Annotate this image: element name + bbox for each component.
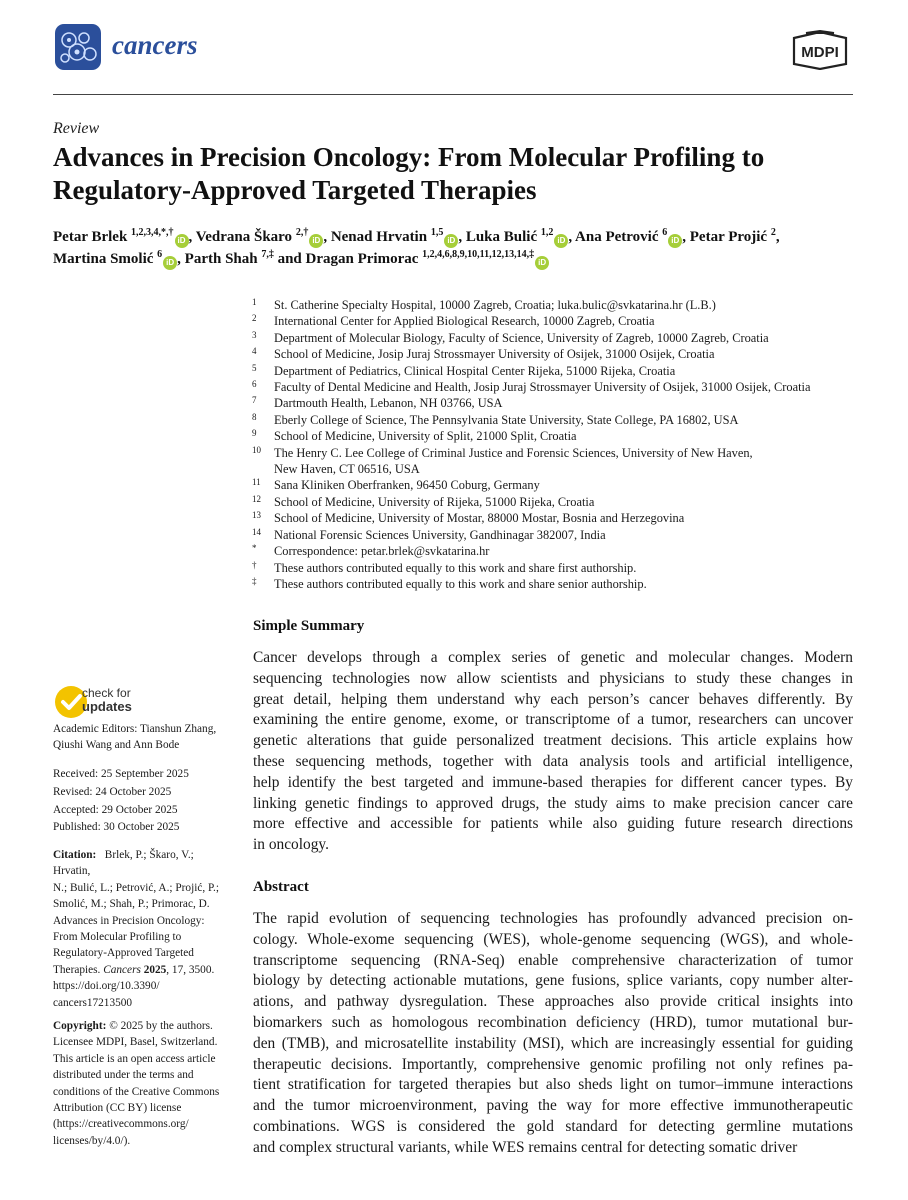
affiliation-text: The Henry C. Lee College of Criminal Justice and Forensic Sciences, University of New Haven, [274, 445, 753, 460]
simple-summary-body [253, 648, 853, 856]
affiliation-item [252, 494, 872, 510]
affiliation-mark: 5 [252, 362, 257, 373]
simple-summary-heading: Simple Summary [253, 618, 365, 634]
citation-year: 2025 [143, 963, 167, 976]
orcid-icon[interactable]: iD [668, 234, 682, 248]
author-affil-sup: 1,5 [430, 227, 444, 238]
affiliation-item [252, 560, 872, 576]
text-line: den (TMB), and microsatellite instability (MSI), which are increasingly essential for guiding [253, 1034, 853, 1052]
copyright-line: This article is an open access article [53, 1052, 216, 1065]
published-date: Published: 30 October 2025 [53, 821, 180, 834]
affiliation-text: New Haven, CT 06516, USA [274, 462, 420, 477]
copyright-line: distributed under the terms and [53, 1069, 194, 1082]
affiliation-mark: 10 [252, 444, 261, 455]
author-affil-sup: 6 [157, 249, 163, 260]
affiliation-text: These authors contributed equally to this work and share first authorship. [274, 560, 637, 575]
journal-name[interactable]: cancers [112, 30, 198, 60]
affiliation-mark: 12 [252, 493, 261, 504]
text-line: The rapid evolution of sequencing technologies has profoundly advanced precision on- [253, 910, 853, 927]
check-updates-line2: updates [82, 699, 132, 714]
text-line: transcriptome sequencing (RNA-Seq) enable comprehensive characterization of tumor [253, 951, 853, 969]
author-name[interactable]: Petar Projić [689, 229, 768, 245]
orcid-icon[interactable]: iD [163, 256, 177, 270]
affiliation-text: St. Catherine Specialty Hospital, 10000 Zagreb, Croatia; luka.bulic@svkatarina.hr (L.B.) [274, 298, 716, 312]
orcid-icon[interactable]: iD [554, 234, 568, 248]
text-line: great detail, helping them understand why each person’s cancer behaves differently. By [253, 690, 853, 708]
citation-label: Citation: [53, 849, 97, 861]
publisher-name: MDPI [801, 44, 839, 61]
license-link[interactable]: (https://creativecommons.org/ [53, 1118, 189, 1131]
text-line: cology. Whole-exome sequencing (WES), whole-genome sequencing (WGS), and whole- [253, 930, 853, 948]
author-name[interactable]: Dragan Primorac [305, 251, 419, 267]
affiliation-item [252, 363, 872, 379]
affiliation-text: School of Medicine, University of Mostar, 88000 Mostar, Bosnia and Herzegovina [274, 511, 685, 526]
affiliation-item [252, 412, 872, 428]
author-name[interactable]: Ana Petrović [575, 229, 659, 245]
academic-editors [53, 722, 233, 753]
affiliation-item [252, 461, 872, 477]
check-for-updates-button[interactable] [53, 684, 173, 720]
author-name[interactable]: Luka Bulić [465, 229, 538, 245]
text-line: linking genetic findings to approved drugs, the study aims to make precision cancer care [253, 794, 853, 812]
affiliation-item [252, 297, 872, 313]
text-line: tient stratification for targeted therapies but also sheds light on tumor–immune interactions [253, 1076, 853, 1094]
author-affil-sup: 1,2,4,6,8,9,10,11,12,13,14,‡ [422, 249, 535, 260]
affiliation-item [252, 527, 872, 543]
text-line: therapeutic decisions. Importantly, comprehensive genomic profiling not only refines pa- [253, 1055, 853, 1073]
affiliation-item [252, 330, 872, 346]
affiliation-item [252, 477, 872, 493]
article-type: Review [53, 120, 100, 137]
orcid-icon[interactable]: iD [175, 234, 189, 248]
text-line: examining the entire genome, exome, or transcriptome of a tumor, researchers can uncover [253, 711, 853, 729]
author-affil-sup: 7,‡ [261, 249, 274, 260]
editors-label: Academic Editors: [53, 723, 138, 735]
citation-block [53, 847, 233, 1011]
affiliation-item [252, 395, 872, 411]
citation-tail: Therapies. [53, 963, 101, 976]
text-line: biology by detecting actionable mutations, gene fusions, splice variants, copy number alter- [253, 972, 853, 990]
citation-line: N.; Bulić, L.; Petrović, A.; Projić, P.; [53, 881, 219, 894]
affiliation-text: Correspondence: petar.brlek@svkatarina.hr [274, 544, 490, 559]
affiliation-text: International Center for Applied Biological Research, 10000 Zagreb, Croatia [274, 314, 655, 329]
revised-date: Revised: 24 October 2025 [53, 785, 172, 798]
citation-doi[interactable]: cancers17213500 [53, 996, 133, 1009]
text-line: and complex structural variants, while WES remains central for detecting somatic driver [253, 1138, 798, 1156]
authors-and: and [277, 251, 302, 267]
editors-line2: Qiushi Wang and Ann Bode [53, 738, 180, 751]
text-line: ations, and pathway dysregulation. These approaches also provide critical insights into [253, 993, 853, 1011]
affiliation-mark: 13 [252, 510, 261, 521]
affiliation-text: Dartmouth Health, Lebanon, NH 03766, USA [274, 396, 503, 411]
author-affil-sup: 6 [662, 227, 668, 238]
affiliation-text: School of Medicine, University of Rijeka, 51000 Rijeka, Croatia [274, 494, 595, 509]
title-line-2: Regulatory-Approved Targeted Therapies [53, 175, 537, 205]
accepted-date: Accepted: 29 October 2025 [53, 803, 178, 816]
citation-line: From Molecular Profiling to [53, 931, 182, 944]
affiliations-list [252, 297, 872, 592]
affiliation-mark: 8 [252, 411, 257, 422]
author-list-line-2: Martina Smolić $^6$iD , Parth Shah $^{7,\ddagger}$ and Dragan Primorac $^{1,2,4,6,8,9,10,11,12,13,14,\ddagger}$iD [53, 244, 873, 270]
text-line: help identify the best targeted and immune-based therapies for different cancer types. By [253, 773, 853, 791]
author-affil-sup: 2,† [295, 227, 309, 238]
publisher-logo[interactable] [788, 30, 852, 70]
copyright-first: © 2025 by the authors. [109, 1020, 213, 1032]
author-name[interactable]: Nenad Hrvatin [330, 229, 428, 245]
dates-block [53, 766, 233, 837]
affiliation-item [252, 510, 872, 526]
copyright-label: Copyright: [53, 1020, 107, 1032]
orcid-icon[interactable]: iD [309, 234, 323, 248]
text-line: and the tumor microenvironment, paving the way for more effective immunotherapeutic [253, 1097, 853, 1115]
text-line: in oncology. [253, 836, 329, 854]
affiliation-mark: 6 [252, 379, 257, 390]
text-line: genetic alterations that guide personalized treatment decisions. This article explains how [253, 732, 853, 750]
citation-volume: , 17, 3500. [166, 963, 215, 976]
article-title [53, 141, 873, 207]
header-divider [53, 94, 853, 95]
affiliation-item [252, 428, 872, 444]
affiliation-text: School of Medicine, Josip Juraj Strossmayer University of Osijek, 31000 Osijek, Croatia [274, 347, 715, 362]
affiliation-text: These authors contributed equally to this work and share senior authorship. [274, 576, 647, 591]
abstract-body [253, 909, 853, 1159]
affiliation-text: Sana Kliniken Oberfranken, 96450 Coburg, Germany [274, 478, 540, 493]
orcid-icon[interactable]: iD [535, 256, 549, 270]
affiliation-mark: 7 [252, 395, 257, 406]
affiliation-item [252, 576, 872, 592]
citation-line: Brlek, P.; Škaro, V.; Hrvatin, [53, 849, 194, 878]
author-affil-sup: 1,2 [540, 227, 554, 238]
affiliation-item [252, 445, 872, 461]
mdpi-logo-icon [788, 30, 852, 70]
citation-line: Advances in Precision Oncology: [53, 914, 205, 927]
affiliation-mark: † [252, 559, 257, 570]
citation-line: Regulatory-Approved Targeted [53, 947, 194, 960]
text-line: biomarkers such as homologous recombination deficiency (HRD), tumor mutational bur- [253, 1013, 853, 1031]
author-name[interactable]: Vedrana Škaro [195, 229, 293, 245]
orcid-icon[interactable]: iD [444, 234, 458, 248]
text-line: these sequencing methods, together with data analysis tools and artificial intelligence, [253, 752, 853, 770]
text-line: more effective and accessible for patients while also guiding future research directions [253, 815, 853, 833]
affiliation-text: School of Medicine, University of Split, 21000 Split, Croatia [274, 429, 577, 444]
editors-line1: Tianshun Zhang, [140, 723, 217, 735]
copyright-line: Attribution (CC BY) license [53, 1102, 182, 1115]
affiliation-text: Faculty of Dental Medicine and Health, Josip Juraj Strossmayer University of Osijek, 31000 Osijek, Croatia [274, 380, 811, 395]
affiliation-mark: * [252, 543, 257, 554]
citation-journal: Cancers [103, 963, 141, 976]
author-affil-sup: 1,2,3,4,*,† [131, 227, 174, 238]
affiliation-item [252, 379, 872, 395]
copyright-line: conditions of the Creative Commons [53, 1085, 220, 1098]
text-line: combinations. WGS is considered the gold standard for detecting germline mutations [253, 1117, 853, 1135]
affiliation-mark: ‡ [252, 575, 257, 586]
copyright-line: Licensee MDPI, Basel, Switzerland. [53, 1036, 218, 1049]
author-name[interactable]: Petar Brlek [53, 229, 128, 245]
affiliation-text: Department of Pediatrics, Clinical Hospital Center Rijeka, 51000 Rijeka, Croatia [274, 363, 676, 378]
affiliation-text: National Forensic Sciences University, Gandhinagar 382007, India [274, 527, 606, 542]
text-line: Cancer develops through a complex series of genetic and molecular changes. Modern [253, 649, 853, 666]
affiliation-text: Eberly College of Science, The Pennsylvania State University, State College, PA 16802, USA [274, 412, 739, 427]
affiliation-text: Department of Molecular Biology, Faculty of Science, University of Zagreb, 10000 Zagreb, Croatia [274, 330, 769, 345]
affiliation-item [252, 313, 872, 329]
affiliation-mark: 3 [252, 329, 257, 340]
author-name[interactable]: Martina Smolić [53, 251, 154, 267]
license-link[interactable]: licenses/by/4.0/). [53, 1134, 131, 1147]
text-line: sequencing technologies now allow scientists and physicians to study these changes in [253, 669, 853, 687]
affiliation-mark: 11 [252, 477, 261, 488]
citation-line: Smolić, M.; Shah, P.; Primorac, D. [53, 898, 210, 911]
affiliation-mark: 4 [252, 346, 257, 357]
received-date: Received: 25 September 2025 [53, 768, 189, 780]
affiliation-mark: 14 [252, 526, 261, 537]
title-line-1: Advances in Precision Oncology: From Molecular Profiling to [53, 142, 765, 172]
author-name[interactable]: Parth Shah [184, 251, 258, 267]
check-updates-line1: check for [82, 686, 131, 700]
affiliation-item [252, 346, 872, 362]
affiliation-item [252, 543, 872, 559]
author-affil-sup: 2 [770, 227, 776, 238]
affiliation-mark: 2 [252, 313, 257, 324]
citation-doi[interactable]: https://doi.org/10.3390/ [53, 980, 160, 993]
journal-logo-icon [53, 22, 103, 72]
affiliation-mark: 1 [252, 297, 257, 307]
abstract-heading: Abstract [253, 879, 309, 895]
affiliation-mark: 9 [252, 428, 257, 439]
copyright-block [53, 1018, 233, 1149]
author-list-line-1: Petar Brlek $^{1,2,3,4,*,\dagger}$iD , Vedrana Škaro $^{2,\dagger}$iD , Nenad Hrvatin $^{1,5}$iD , Luka Bulić $^{1,2}$iD , Ana Petrović $^6$iD , Petar Projić $^2$, [53, 222, 873, 248]
